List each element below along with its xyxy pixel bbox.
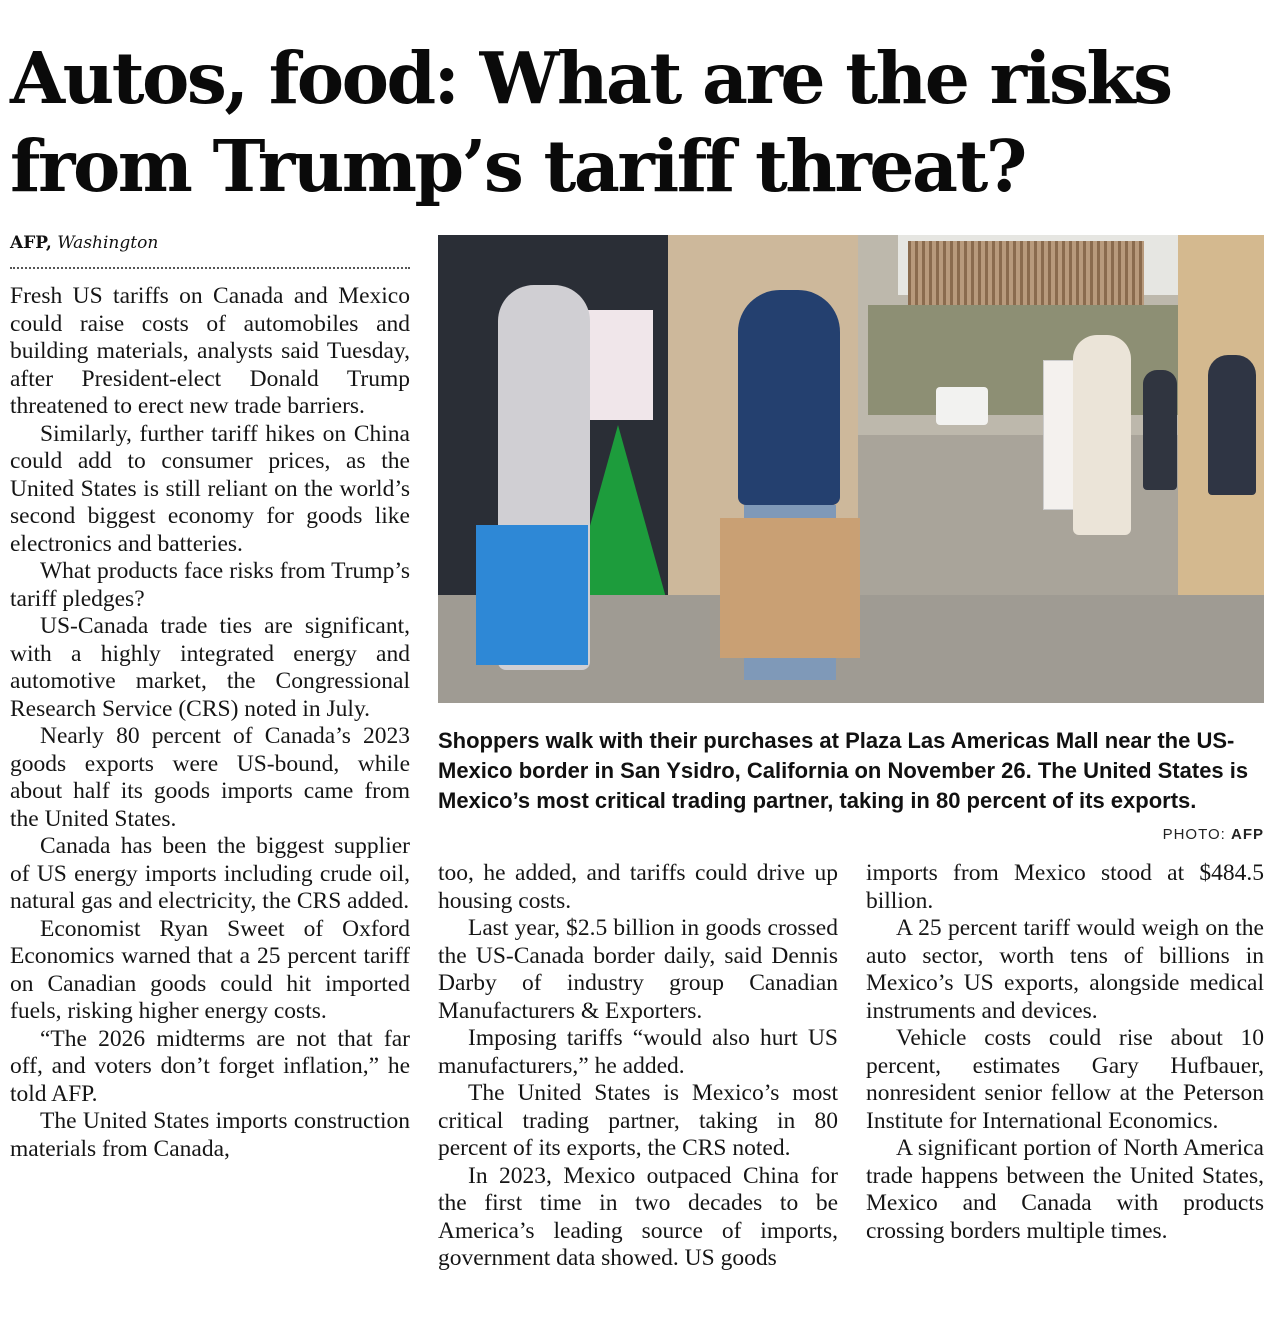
paragraph: US-Canada trade ties are significant, with a highly integrated energy and automotive market, the Congressional Research Service (CRS) noted in July. <box>10 613 410 722</box>
headline: Autos, food: What are the risks from Trump’s tariff threat? <box>10 36 1171 208</box>
article-column-2 <box>438 860 838 1330</box>
paragraph: In 2023, Mexico outpaced China for the first time in two decades to be America’s leading source of imports, government data showed. US goods <box>438 1162 838 1271</box>
byline <box>10 230 410 256</box>
paragraph: Similarly, further tariff hikes on China could add to consumer prices, as the United States is still reliant on the world’s second biggest economy for goods like electronics and batteries. <box>10 420 410 557</box>
byline-place: Washington <box>57 233 159 253</box>
paragraph: imports from Mexico stood at $484.5 billion. <box>866 860 1264 914</box>
article-column-3 <box>866 860 1264 1330</box>
paragraph: too, he added, and tariffs could drive up housing costs. <box>438 860 838 914</box>
border-fence <box>908 241 1144 305</box>
paragraph: Canada has been the biggest supplier of US energy imports including crude oil, natural gas and electricity, the CRS added. <box>10 833 410 914</box>
paragraph: A 25 percent tariff would weigh on the auto sector, worth tens of billions in Mexico’s US exports, alongside medical instruments and devices. <box>866 915 1264 1024</box>
shopper-far <box>1143 370 1177 490</box>
article-column-1 <box>10 283 410 1333</box>
byline-divider <box>10 267 410 269</box>
photo-credit-label: PHOTO: <box>1162 826 1231 843</box>
news-photo <box>438 235 1264 703</box>
paragraph: Vehicle costs could rise about 10 percent, estimates Gary Hufbauer, nonresident senior fellow at the Peterson Institute for International Economics. <box>866 1025 1264 1134</box>
photo-credit-agency: AFP <box>1231 826 1264 843</box>
shopping-bag-brown <box>720 518 860 658</box>
paragraph: What products face risks from Trump’s tariff pledges? <box>10 558 410 612</box>
shopper-woman <box>1073 335 1131 535</box>
paragraph: Imposing tariffs “would also hurt US manufacturers,” he added. <box>438 1025 838 1079</box>
parked-truck <box>936 387 988 425</box>
paragraph: Fresh US tariffs on Canada and Mexico could raise costs of automobiles and building materials, analysts said Tuesday, after President-elect Donald Trump threatened to erect new trade barriers. <box>10 283 410 419</box>
paragraph: The United States is Mexico’s most critical trading partner, taking in 80 percent of its exports, the CRS noted. <box>438 1080 838 1161</box>
paragraph: Nearly 80 percent of Canada’s 2023 goods exports were US-bound, while about half its goods imports came from the United States. <box>10 723 410 832</box>
shopper-man <box>738 290 840 505</box>
photo-caption: Shoppers walk with their purchases at Plaza Las Americas Mall near the US-Mexico border in San Ysidro, California on November 26. The United States is Mexico’s most critical trading partner, taking in 80 percent of its exports. <box>438 728 1249 813</box>
paragraph: The United States imports construction materials from Canada, <box>10 1108 410 1162</box>
photo-credit <box>1163 826 1264 843</box>
byline-agency: AFP, <box>10 233 52 253</box>
paragraph: “The 2026 midterms are not that far off, and voters don’t forget inflation,” he told AFP. <box>10 1025 410 1107</box>
paragraph: Economist Ryan Sweet of Oxford Economics warned that a 25 percent tariff on Canadian goods could hit imported fuels, risking higher energy costs. <box>10 915 410 1024</box>
paragraph: A significant portion of North America trade happens between the United States, Mexico and Canada with products crossing borders multiple times. <box>866 1135 1264 1244</box>
shopper-man-far <box>1208 355 1256 495</box>
paragraph: Last year, $2.5 billion in goods crossed the US-Canada border daily, said Dennis Darby of industry group Canadian Manufacturers & Exporters. <box>438 915 838 1024</box>
shopping-bag-blue <box>476 525 588 665</box>
